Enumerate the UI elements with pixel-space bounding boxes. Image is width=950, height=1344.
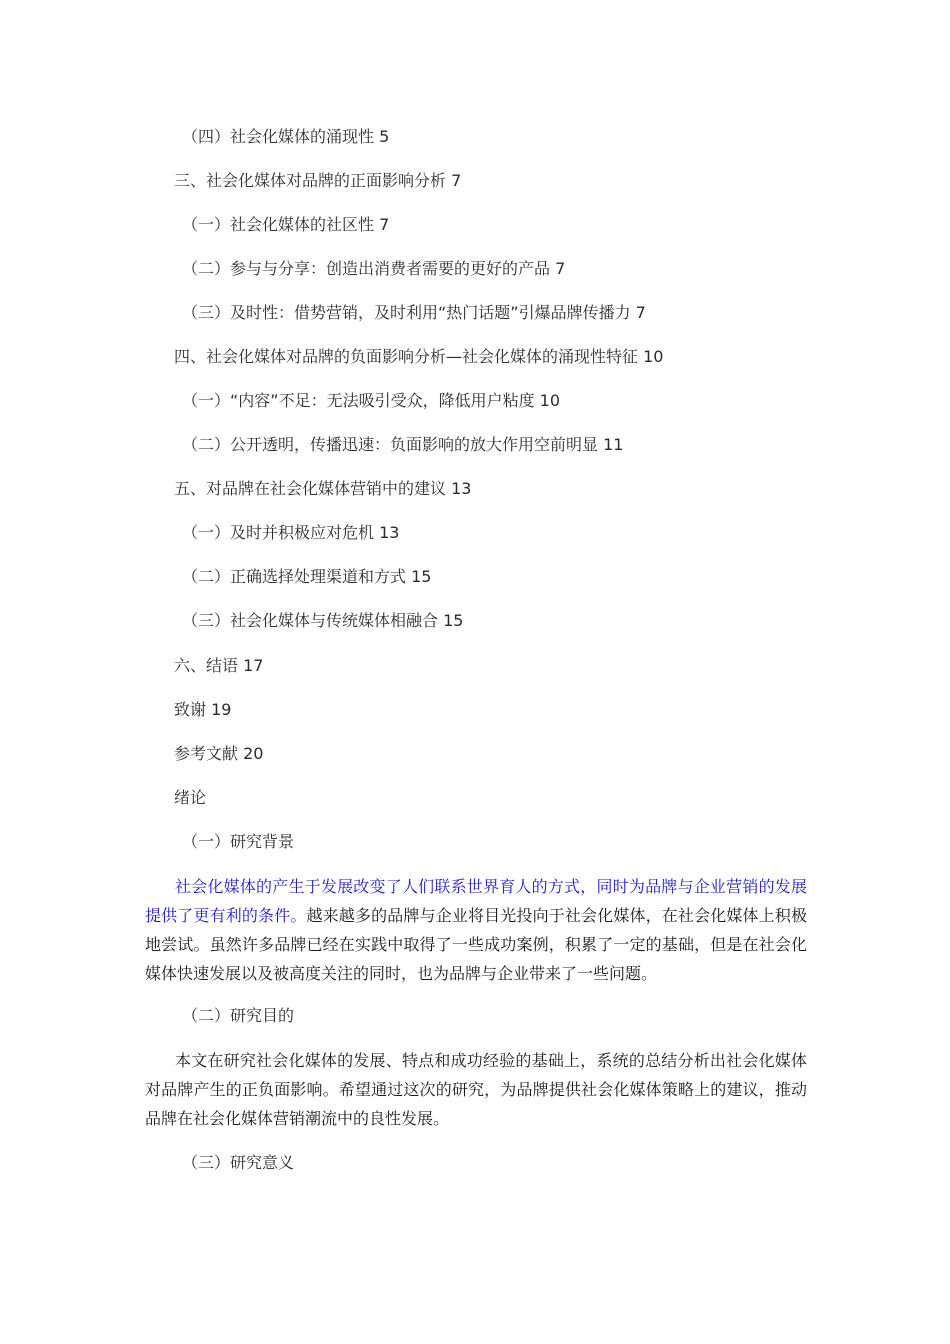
toc-entry: （二）正确选择处理渠道和方式 15 xyxy=(182,567,432,586)
subsection-heading: （二）研究目的 xyxy=(182,1006,295,1025)
toc-entry: （三）及时性：借势营销，及时利用“热门话题”引爆品牌传播力 7 xyxy=(182,303,646,322)
toc-entry: （三）社会化媒体与传统媒体相融合 15 xyxy=(182,611,464,630)
subsection-heading: （一）研究背景 xyxy=(182,832,295,851)
toc-entry: 致谢 19 xyxy=(174,700,232,719)
section-heading: 绪论 xyxy=(174,788,207,807)
toc-entry: （一）社会化媒体的社区性 7 xyxy=(182,215,390,234)
toc-entry: 三、社会化媒体对品牌的正面影响分析 7 xyxy=(174,171,462,190)
toc-entry: （二）参与与分享：创造出消费者需要的更好的产品 7 xyxy=(182,259,566,278)
background-paragraph xyxy=(145,872,807,988)
highlighted-text: 社会化媒体的产生于发展改变了人们联系世界育人的方式，同时为品牌与企业营销的发展提供了更有利的条件。 xyxy=(145,877,807,925)
toc-entry: （四）社会化媒体的涌现性 5 xyxy=(182,127,390,146)
toc-entry: （一）“内容”不足：无法吸引受众，降低用户粘度 10 xyxy=(182,391,561,410)
paragraph-text: 越来越多的品牌与企业将目光投向于社会化媒体，在社会化媒体上积极地尝试。虽然许多品牌已经在实践中取得了一些成功案例，积累了一定的基础，但是在社会化媒体快速发展以及被高度关注的同时，也为品牌与企业带来了一些问题。 xyxy=(145,906,807,983)
toc-entry: 五、对品牌在社会化媒体营销中的建议 13 xyxy=(174,479,472,498)
toc-entry: （二）公开透明，传播迅速：负面影响的放大作用空前明显 11 xyxy=(182,435,624,454)
subsection-heading: （三）研究意义 xyxy=(182,1153,295,1172)
toc-entry: 六、结语 17 xyxy=(174,656,264,675)
toc-entry: 四、社会化媒体对品牌的负面影响分析—社会化媒体的涌现性特征 10 xyxy=(174,347,664,366)
toc-entry: （一）及时并积极应对危机 13 xyxy=(182,523,400,542)
purpose-paragraph: 本文在研究社会化媒体的发展、特点和成功经验的基础上，系统的总结分析出社会化媒体对品牌产生的正负面影响。希望通过这次的研究，为品牌提供社会化媒体策略上的建议，推动品牌在社会化媒体营销潮流中的良性发展。 xyxy=(145,1051,807,1128)
toc-entry: 参考文献 20 xyxy=(174,744,264,763)
